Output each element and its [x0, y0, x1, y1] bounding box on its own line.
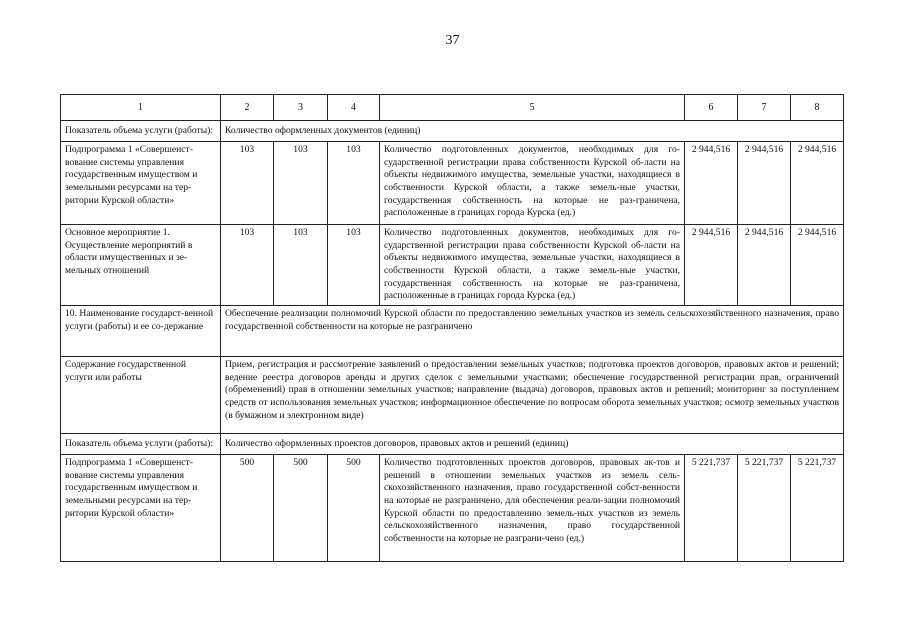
value-cell: 103 — [221, 142, 274, 225]
service-content-text: Прием, регистрация и рассмотрение заявлений о предоставлении земельных участков; подготовка проектов договоров, правовых актов и решений; ведение реестра договоров аренды и других сделок с земельными участками; обеспечение государственной регистрации прав, ограничений (обременений) прав в отношении земельных участков; направление (выдача) договоров, правовых актов и решений; мониторинг за поступлением средств от использования земельных участков; информационное обеспечение по вопросам оборота земельных участков; осмотр земельных участков (в бумажном и электронном виде) — [221, 356, 844, 433]
header-cell-8: 8 — [791, 95, 844, 121]
section-row — [61, 121, 844, 142]
amount-cell: 5 221,737 — [738, 454, 791, 561]
section-text: Количество оформленных документов (единиц) — [221, 121, 844, 142]
table-row — [61, 142, 844, 225]
table-row — [61, 356, 844, 433]
section-label: Показатель объема услуги (работы): — [61, 121, 221, 142]
value-cell: 103 — [274, 142, 328, 225]
amount-cell: 5 221,737 — [791, 454, 844, 561]
value-cell: 103 — [274, 225, 328, 306]
value-cell: 500 — [328, 454, 380, 561]
table-row — [61, 454, 844, 561]
row-name: Подпрограмма 1 «Совершенст-вование системы управления государственным имуществом и земельными ресурсами на тер-ритории Курской области» — [61, 142, 221, 225]
row-name: Основное мероприятие 1. Осуществление мероприятий в области имущественных и зе-мельных отношений — [61, 225, 221, 306]
indicator-description: Количество подготовленных документов, необходимых для го-сударственной регистрации права собственности Курской об-ласти на объекты недвижимого имущества, земельные участки, находящиеся в собственности Курской области, а также земель-ные участки, государственная собственность на которые не раз-граничена, расположенные в границах города Курска (ед.) — [380, 225, 685, 306]
value-cell: 103 — [328, 142, 380, 225]
amount-cell: 2 944,516 — [685, 225, 738, 306]
header-cell-6: 6 — [685, 95, 738, 121]
row-name: Подпрограмма 1 «Совершенст-вование системы управления государственным имуществом и земельными ресурсами на тер-ритории Курской области» — [61, 454, 221, 561]
header-cell-3: 3 — [274, 95, 328, 121]
amount-cell: 2 944,516 — [791, 225, 844, 306]
header-cell-1: 1 — [61, 95, 221, 121]
page-number: 37 — [445, 33, 460, 48]
value-cell: 103 — [221, 225, 274, 306]
header-cell-5: 5 — [380, 95, 685, 121]
row-name: 10. Наименование государст-венной услуги (работы) и ее со-держание — [61, 305, 221, 356]
indicator-description: Количество подготовленных проектов договоров, правовых ак-тов и решений в отношении земельных участков из земель сель-скохозяйственного назначения, право государственной собст-венности на которые не разграничено, для обеспечения реали-зации полномочий Курской области по предоставлению земель-ных участков из земель сельскохозяйственного назначения, право государственной собственности на которые не разграни-чено (ед.) — [380, 454, 685, 561]
section-row — [61, 433, 844, 454]
header-cell-4: 4 — [328, 95, 380, 121]
value-cell: 103 — [328, 225, 380, 306]
section-label: Показатель объема услуги (работы): — [61, 433, 221, 454]
amount-cell: 2 944,516 — [685, 142, 738, 225]
amount-cell: 2 944,516 — [738, 225, 791, 306]
program-table — [60, 94, 844, 562]
row-name: Содержание государственной услуги или работы — [61, 356, 221, 433]
table-row — [61, 305, 844, 356]
header-cell-2: 2 — [221, 95, 274, 121]
header-row — [61, 95, 844, 121]
section-text: Количество оформленных проектов договоров, правовых актов и решений (единиц) — [221, 433, 844, 454]
amount-cell: 5 221,737 — [685, 454, 738, 561]
value-cell: 500 — [221, 454, 274, 561]
indicator-description: Количество подготовленных документов, необходимых для го-сударственной регистрации права собственности Курской об-ласти на объекты недвижимого имущества, земельные участки, находящиеся в собственности Курской области, а также земель-ные участки, государственная собственность на которые не раз-граничена, расположенные в границах города Курска (ед.) — [380, 142, 685, 225]
table-row — [61, 225, 844, 306]
header-cell-7: 7 — [738, 95, 791, 121]
amount-cell: 2 944,516 — [738, 142, 791, 225]
value-cell: 500 — [274, 454, 328, 561]
amount-cell: 2 944,516 — [791, 142, 844, 225]
service-name-text: Обеспечение реализации полномочий Курской области по предоставлению земельных участков из земель сельскохозяйственного назначения, право государственной собственности на которые не разграничено — [221, 305, 844, 356]
